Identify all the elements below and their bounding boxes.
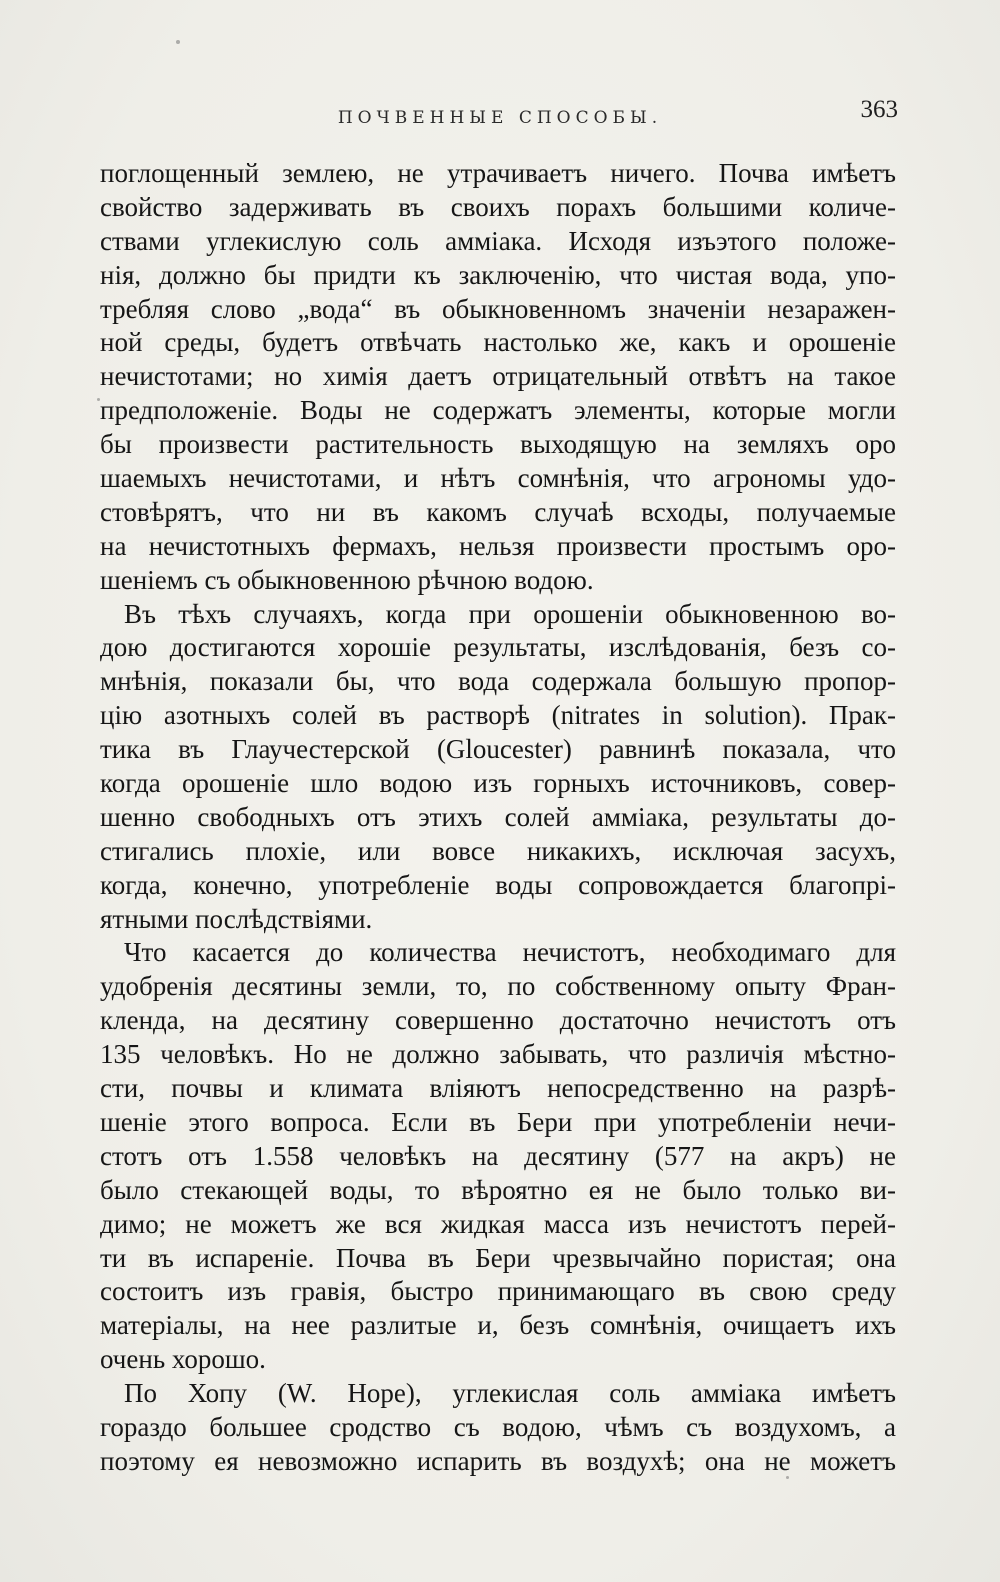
text-line: когда орошеніе шло водою изъ горныхъ источниковъ, совер- — [100, 768, 896, 799]
paper-speck — [176, 40, 180, 44]
paragraph-end-line: шеніемъ съ обыкновенною рѣчною водою. — [100, 564, 594, 595]
text-line: когда, конечно, употребленіе воды сопровождается благопрі- — [100, 869, 896, 900]
text-line: стовѣрятъ, что ни въ какомъ случаѣ всходы, получаемые — [100, 496, 896, 527]
text-line: нія, должно бы придти къ заключенію, что чистая вода, упо- — [100, 259, 896, 290]
text-line: мнѣнія, показали бы, что вода содержала большую пропор- — [100, 666, 896, 697]
running-title: ПОЧВЕННЫЕ СПОСОБЫ. — [337, 108, 663, 128]
text-line: поглощенный землею, не утрачиваетъ ничего. Почва имѣетъ — [100, 158, 896, 188]
text-line: стотъ отъ 1.558 человѣкъ на десятину (577 на акръ) не — [100, 1140, 896, 1171]
text-line: стигались плохіе, или вовсе никакихъ, исключая засухъ, — [100, 835, 896, 866]
text-line: на нечистотныхъ фермахъ, нельзя произвести простымъ оро- — [100, 530, 896, 561]
text-line: гораздо большее сродство съ водою, чѣмъ съ воздухомъ, а — [100, 1411, 896, 1442]
text-line: матеріалы, на нее разлитые и, безъ сомнѣнія, очищаетъ ихъ — [100, 1310, 896, 1341]
running-head — [100, 96, 900, 136]
text-line: дою достигаются хорошіе результаты, изслѣдованія, безъ со- — [100, 632, 896, 663]
text-line: цію азотныхъ солей въ растворѣ (nitrates in solution). Прак- — [100, 700, 896, 731]
text-line: шеніе этого вопроса. Если въ Бери при употребленіи нечи- — [100, 1106, 896, 1137]
paragraph-end-line: очень хорошо. — [100, 1344, 266, 1375]
text-line: удобренія десятины земли, то, по собственному опыту Фран- — [100, 971, 896, 1002]
text-line: поэтому ея невозможно испарить въ воздухѣ; она не можетъ — [100, 1445, 896, 1476]
paragraph-end-line: ятными послѣдствіями. — [100, 903, 373, 934]
text-line: нечистотами; но химія даетъ отрицательный отвѣтъ на такое — [100, 361, 896, 392]
paragraph-start-line: Что касается до количества нечистотъ, необходимаго для — [124, 937, 896, 968]
text-line: тика въ Глаучестерской (Gloucester) равнинѣ показала, что — [100, 734, 896, 765]
paragraph-start-line: Въ тѣхъ случаяхъ, когда при орошеніи обыкновенною во- — [124, 598, 896, 629]
text-line: 135 человѣкъ. Но не должно забывать, что различія мѣстно- — [100, 1039, 896, 1070]
page-number: 363 — [860, 96, 898, 123]
text-line: бы произвести растительность выходящую на земляхъ оро — [100, 429, 896, 460]
text-line: шаемыхъ нечистотами, и нѣтъ сомнѣнія, что агрономы удо- — [100, 463, 896, 494]
text-line: состоитъ изъ гравія, быстро принимающаго въ свою среду — [100, 1276, 896, 1307]
text-line: шенно свободныхъ отъ этихъ солей амміака, результаты до- — [100, 801, 896, 832]
text-line: ти въ испареніе. Почва въ Бери чрезвычайно пористая; она — [100, 1242, 896, 1273]
paragraph-start-line: По Хопу (W. Hope), углекислая соль амміака имѣетъ — [124, 1378, 896, 1409]
body-text — [100, 157, 896, 1479]
text-line: димо; не можетъ же вся жидкая масса изъ нечистотъ перей- — [100, 1208, 896, 1239]
text-line: ствами углекислую соль амміака. Исходя изъэтого положе- — [100, 225, 896, 256]
paper-speck — [97, 398, 100, 401]
text-line: было стекающей воды, то вѣроятно ея не было только ви- — [100, 1174, 896, 1205]
text-line: сти, почвы и климата вліяютъ непосредственно на разрѣ- — [100, 1073, 896, 1104]
text-line: предположеніе. Воды не содержатъ элементы, которые могли — [100, 395, 896, 426]
text-line: ной среды, будетъ отвѣчать настолько же, какъ и орошеніе — [100, 327, 896, 358]
text-line: кленда, на десятину совершенно достаточно нечистотъ отъ — [100, 1005, 896, 1036]
text-line: свойство задерживать въ своихъ порахъ большими количе- — [100, 191, 896, 222]
text-line: требляя слово „вода“ въ обыкновенномъ значеніи незаражен- — [100, 293, 896, 324]
paper-speck — [786, 1476, 789, 1479]
